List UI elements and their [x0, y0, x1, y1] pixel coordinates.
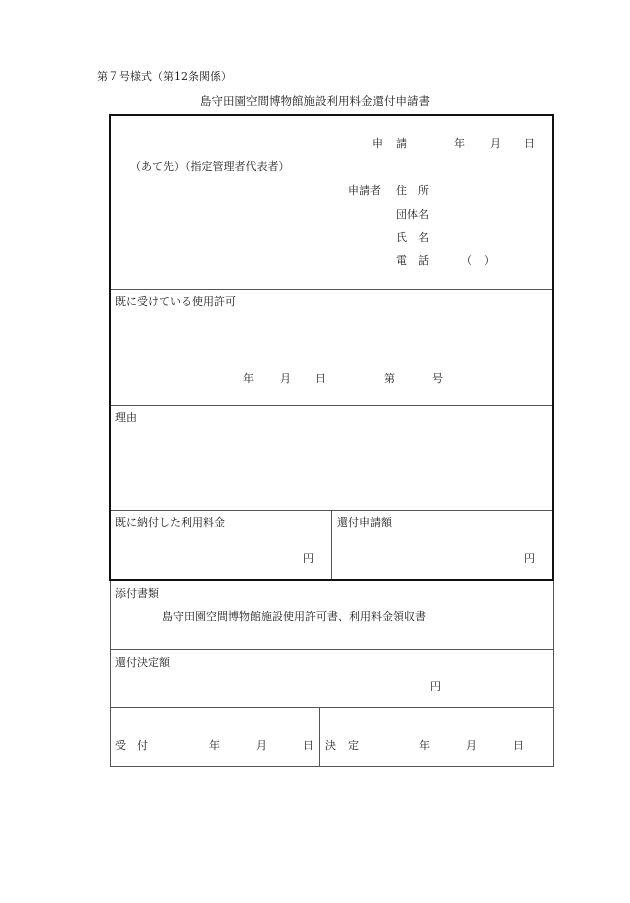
decision-ketsu: 決: [325, 739, 336, 752]
attachments-label: 添付書類: [115, 587, 159, 600]
divider-permit-reason: [111, 405, 552, 406]
form-number-label: 第７号様式（第12条関係）: [97, 70, 232, 83]
apply-month-label: 月: [490, 137, 501, 150]
phone-label: 電 話: [396, 254, 429, 267]
reason-label: 理由: [115, 411, 137, 424]
paid-fee-label: 既に納付した利用料金: [115, 516, 225, 529]
form-title: 島守田園空間博物館施設利用料金還付申請書: [200, 94, 430, 108]
reception-month-label: 月: [256, 739, 267, 752]
reception-tsuke: 付: [137, 739, 148, 752]
decided-amount-label: 還付決定額: [115, 656, 170, 669]
permit-month-label: 月: [280, 372, 291, 385]
addressee-label: （あて先）（指定管理者代表者）: [130, 160, 290, 173]
name-label: 氏 名: [396, 231, 429, 244]
decision-tei: 定: [348, 739, 359, 752]
apply-sei: 請: [396, 137, 407, 150]
permit-go-label: 号: [432, 372, 443, 385]
decision-month-label: 月: [466, 739, 477, 752]
divider-decided-reception: [111, 707, 553, 708]
reception-uke: 受: [115, 739, 126, 752]
apply-day-label: 日: [524, 137, 535, 150]
refund-amount-yen: 円: [524, 552, 535, 565]
address-label: 住 所: [396, 184, 429, 197]
divider-reception-vertical: [319, 707, 320, 766]
permit-label: 既に受けている使用許可: [115, 295, 236, 308]
decided-amount-yen: 円: [430, 680, 441, 693]
reception-day-label: 日: [303, 739, 314, 752]
paid-fee-yen: 円: [303, 552, 314, 565]
permit-dai-label: 第: [384, 372, 395, 385]
refund-amount-label: 還付申請額: [337, 516, 392, 529]
reception-year-label: 年: [209, 739, 220, 752]
permit-day-label: 日: [315, 372, 326, 385]
divider-header-permit: [111, 289, 552, 290]
apply-year-label: 年: [454, 137, 465, 150]
attachments-content: 島守田園空間博物館施設使用許可書、利用料金領収書: [162, 610, 426, 623]
permit-year-label: 年: [243, 372, 254, 385]
phone-paren-close: ）: [484, 254, 495, 267]
divider-attach-decided: [111, 649, 553, 650]
application-section: [109, 114, 554, 581]
applicant-label: 申請者: [348, 184, 381, 197]
phone-paren-open: （: [461, 254, 472, 267]
divider-fees-vertical: [331, 510, 332, 579]
decision-year-label: 年: [419, 739, 430, 752]
apply-shin: 申: [372, 137, 383, 150]
group-name-label: 団体名: [396, 208, 429, 221]
decision-day-label: 日: [513, 739, 524, 752]
